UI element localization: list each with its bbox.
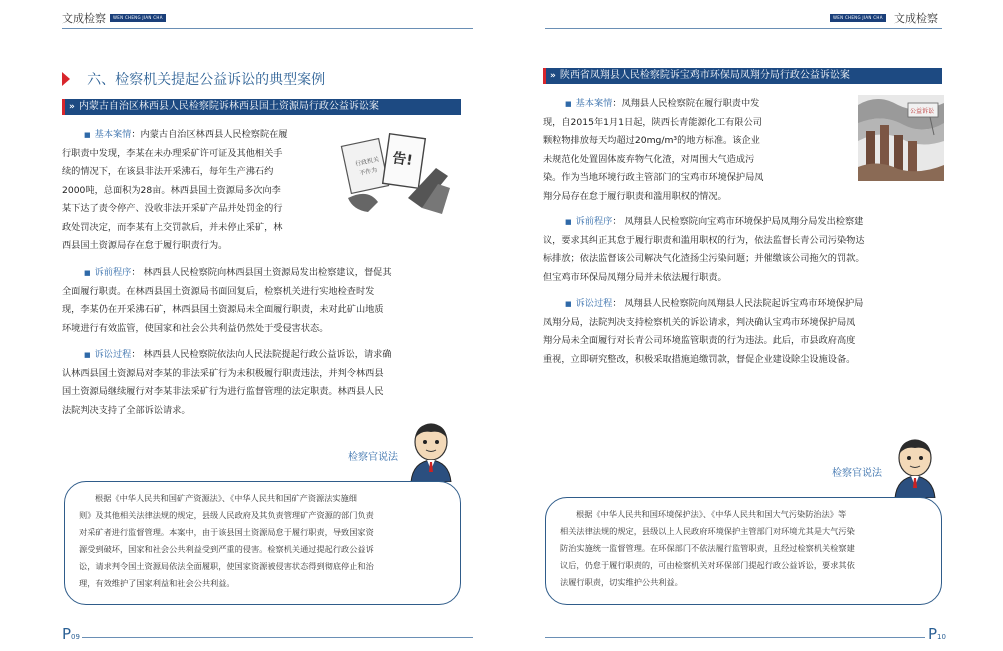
right-pre-paragraph [543,213,942,287]
left-basic-line: 政处罚决定，而李某有上交罚款后，并未停止采矿，林 [62,221,283,233]
left-case-bar [62,99,461,115]
right-pre-label: 诉前程序 [575,216,613,227]
right-basic-line: 翔分局存在怠于履行职责和滥用职权的情况。 [543,190,727,202]
right-page-number [928,624,946,643]
right-basic-line: ：凤翔县人民检察院在履行职责中发 [612,98,760,109]
left-lit-line: 法院判决支持了全部诉讼请求。 [62,404,191,416]
page-p: P [928,625,938,643]
square-bullet-icon: ■ [565,300,572,308]
svg-text:不作为: 不作为 [358,166,378,178]
right-callout-line: 法履行职责，切实维护公共利益。 [560,577,683,587]
right-callout-line: 防治实施统一监督管理。在环保部门不依法履行监管职责，且经过检察机关检察建 [560,543,855,553]
left-lit-label: 诉讼过程 [94,349,132,360]
left-callout-line: 根据《中华人民共和国矿产资源法》、《中华人民共和国矿产资源法实施细 [95,493,357,503]
right-callout-line: 相关法律法规的规定，县级以上人民政府环境保护主管部门对环境尤其是大气污染 [560,526,855,536]
chevron-right-icon: » [69,102,75,112]
left-pre-line: 环境进行有效监管，使国家和社会公共利益仍然处于受侵害状态。 [62,322,329,334]
right-header-rule [545,28,942,29]
right-footer-rule [545,637,925,638]
page-p: P [62,625,72,643]
left-basic-line: 2000吨，总面积为28亩。林西县国土资源局多次向李 [62,184,281,196]
left-basic-label: 基本案情 [94,129,132,140]
left-callout-line: 对采矿者进行监督管理。本案中，由于该县国土资源局怠于履行职责，导致国家资 [79,527,374,537]
chevron-right-icon: » [550,71,556,81]
square-bullet-icon: ■ [84,351,91,359]
right-lit-line: 凤翔分局，法院判决支持检察机关的诉讼请求，判决确认宝鸡市环境保护局凤 [543,316,856,328]
right-basic-line: 现，自2015年1月1日起，陕西长青能源化工有限公司 [543,116,762,128]
left-basic-line: ：内蒙古自治区林西县人民检察院在履 [131,129,288,140]
square-bullet-icon: ■ [565,218,572,226]
section-title-row [62,68,325,89]
left-lit-line: 认林西县国土资源局对李某的非法采矿行为未积极履行职责违法，并判令林西县 [62,367,384,379]
triangle-bullet-icon [62,72,70,86]
right-basic-line: 未规范化处置固体废弃物气化渣，对周围大气造成污 [543,153,755,165]
right-basic-label: 基本案情 [575,98,613,109]
factory-pollution-illustration [858,95,944,181]
left-lit-paragraph [62,346,461,420]
left-page-number [62,624,80,643]
right-callout-text [560,506,927,591]
complaint-paper [383,134,426,189]
left-basic-line: 行职责中发现，李某在未办理采矿许可证及其他相关手 [62,147,283,159]
left-callout-line: 理，有效维护了国家利益和社会公共利益。 [79,578,235,588]
right-callout-line: 根据《中华人民共和国环境保护法》、《中华人民共和国大气污染防治法》等 [576,509,847,519]
right-pre-line: 但宝鸡市环保局凤翔分局并未依法履行职责。 [543,271,727,283]
left-pre-line: 全面履行职责。在林西县国土资源局书面回复后，检察机关进行实地检查时发 [62,285,375,297]
left-header-rule [62,28,473,29]
left-callout-line: 则》及其他相关法律法规的规定，县级人民政府及其负责管理矿产资源的部门负责 [79,510,374,520]
left-lit-line: 国土资源局继续履行对李某非法采矿行为进行监督管理的法定职责。林西县人民 [62,386,384,397]
left-callout-label: 检察官说法 [348,452,398,463]
square-bullet-icon: ■ [84,131,91,139]
right-lit-line: ： 凤翔县人民检察院向凤翔县人民法院起诉宝鸡市环境保护局 [612,298,864,309]
right-callout-line: 议后，仍怠于履行职责的，可由检察机关对环保部门提起行政公益诉讼，要求其依 [560,560,855,570]
right-lit-label: 诉讼过程 [575,298,613,309]
prosecutor-avatar-icon [405,420,457,482]
prosecutor-avatar-icon [889,436,941,498]
right-callout-label: 检察官说法 [832,468,882,479]
left-basic-line: 某下达了责令停产、没收非法开采矿产品并处罚金的行 [62,203,283,214]
right-lit-line: 翔分局未全面履行对长青公司环境监管职责的行为违法。此后，市县政府高度 [543,335,856,346]
left-basic-line: 西县国土资源局存在怠于履行职责行为。 [62,240,228,251]
right-lit-line: 重视，立即研究整改，积极采取措施追缴罚款，督促企业建设除尘设施设备。 [543,353,856,365]
right-case-title: 陕西省凤翔县人民检察院诉宝鸡市环保局凤翔分局行政公益诉讼案 [559,70,850,81]
sign-text: 公益诉讼 [910,108,935,115]
left-footer-rule [82,637,473,638]
petition-paper [341,139,388,194]
left-pre-label: 诉前程序 [94,267,132,278]
right-pre-line: 议，要求其纠正其怠于履行职责和滥用职权的行为，依法监督长青公司污染物达 [543,234,865,246]
right-lit-paragraph [543,295,942,369]
right-callout-box [545,497,942,605]
right-basic-paragraph [543,95,801,206]
right-pre-line: ： 凤翔县人民检察院向宝鸡市环境保护局凤翔分局发出检察建 [612,216,864,227]
page-num: 10 [937,633,946,641]
svg-text:行政机关: 行政机关 [354,156,380,168]
accusation-document-illustration [338,128,456,218]
right-header-tag: WEN CHENG JIAN CHA [830,14,886,22]
left-case-title: 内蒙古自治区林西县人民检察院诉林西县国土资源局行政公益诉讼案 [78,101,379,112]
right-case-bar [543,68,942,84]
left-header-tag: WEN CHENG JIAN CHA [110,14,166,22]
right-basic-line: 染。作为当地环境行政主管部门的宝鸡市环境保护局凤 [543,172,764,183]
right-basic-line: 颗粒物排放每天均超过20mg/m³的地方标准。该企业 [543,135,760,146]
square-bullet-icon: ■ [84,269,91,277]
left-callout-line: 讼，请求判令国土资源局依法全面履职，使国家资源被侵害状态得到彻底停止和治 [79,561,374,571]
left-pre-paragraph [62,264,461,338]
square-bullet-icon: ■ [565,100,572,108]
right-pre-line: 标排放；依法监督该公司解决气化渣扬尘污染问题；并催缴该公司拖欠的罚款。 [543,253,865,264]
page-num: 09 [71,633,80,641]
complaint-text: 告! [391,150,414,170]
left-callout-box [64,481,461,605]
left-pre-line: ： 林西县人民检察院向林西县国土资源局发出检察建议，督促其 [131,267,392,278]
section-title: 六、检察机关提起公益诉讼的典型案例 [87,71,326,88]
left-callout-line: 源受到破坏，国家和社会公共利益受到严重的侵害。检察机关通过提起行政公益诉 [79,544,374,554]
left-header-title: 文成检察 [62,12,106,25]
left-pre-line: 现，李某仍在开采沸石矿，林西县国土资源局未全面履行职责，未对此矿山地质 [62,304,384,315]
left-lit-line: ： 林西县人民检察院依法向人民法院提起行政公益诉讼，请求确 [131,349,392,360]
left-basic-line: 续的情况下，在该县非法开采沸石，每年生产沸石约 [62,166,274,177]
right-header-title: 文成检察 [894,12,938,25]
left-callout-text [79,490,446,592]
left-basic-paragraph [62,126,332,256]
